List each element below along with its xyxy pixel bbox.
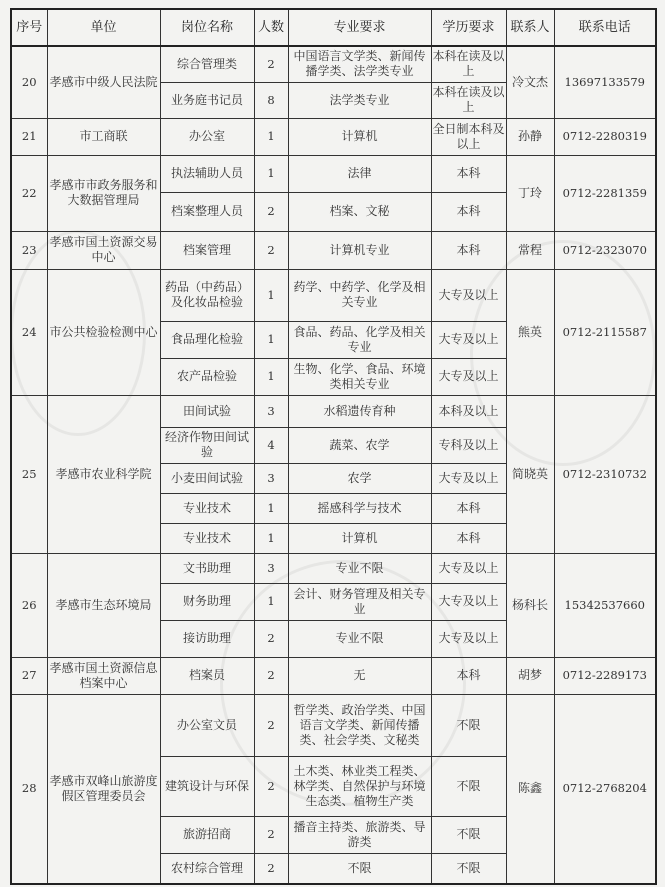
contact-phone: 0712-2768204 [554, 694, 656, 884]
education-requirement: 本科在读及以上 [431, 46, 506, 82]
table-row [11, 46, 656, 82]
job-name: 接访助理 [160, 620, 254, 657]
job-name: 业务庭书记员 [160, 82, 254, 118]
major-requirement: 档案、文秘 [288, 192, 431, 231]
job-count: 2 [254, 192, 288, 231]
row-number: 28 [11, 694, 47, 884]
row-number: 22 [11, 155, 47, 231]
header-count: 人数 [254, 9, 288, 46]
header-phone: 联系电话 [554, 9, 656, 46]
education-requirement: 不限 [431, 816, 506, 853]
table-row [11, 118, 656, 155]
education-requirement: 大专及以上 [431, 553, 506, 583]
contact-phone: 0712-2323070 [554, 231, 656, 269]
contact-phone: 0712-2281359 [554, 155, 656, 231]
major-requirement: 中国语言文学类、新闻传播学类、法学类专业 [288, 46, 431, 82]
unit-name: 孝感市中级人民法院 [47, 46, 160, 118]
major-requirement: 播音主持类、旅游类、导游类 [288, 816, 431, 853]
education-requirement: 本科 [431, 523, 506, 553]
contact-person: 胡梦 [506, 657, 554, 694]
major-requirement: 土木类、林业类工程类、林学类、自然保护与环境生态类、植物生产类 [288, 756, 431, 816]
job-count: 1 [254, 583, 288, 620]
unit-name: 市工商联 [47, 118, 160, 155]
row-number: 27 [11, 657, 47, 694]
unit-name: 孝感市市政务服务和大数据管理局 [47, 155, 160, 231]
table-row [11, 231, 656, 269]
table-row [11, 657, 656, 694]
job-count: 1 [254, 523, 288, 553]
major-requirement: 不限 [288, 853, 431, 884]
education-requirement: 大专及以上 [431, 321, 506, 358]
major-requirement: 摇感科学与技术 [288, 493, 431, 523]
education-requirement: 不限 [431, 756, 506, 816]
job-count: 1 [254, 321, 288, 358]
job-name: 财务助理 [160, 583, 254, 620]
unit-name: 孝感市国土资源交易中心 [47, 231, 160, 269]
job-count: 2 [254, 46, 288, 82]
job-name: 经济作物田间试验 [160, 427, 254, 463]
row-number: 21 [11, 118, 47, 155]
major-requirement: 法学类专业 [288, 82, 431, 118]
major-requirement: 专业不限 [288, 553, 431, 583]
job-count: 1 [254, 358, 288, 395]
contact-phone: 0712-2115587 [554, 269, 656, 395]
job-name: 办公室 [160, 118, 254, 155]
unit-name: 孝感市国土资源信息档案中心 [47, 657, 160, 694]
job-name: 田间试验 [160, 395, 254, 427]
header-row [11, 9, 656, 46]
contact-person: 陈鑫 [506, 694, 554, 884]
contact-phone: 0712-2289173 [554, 657, 656, 694]
major-requirement: 法律 [288, 155, 431, 192]
major-requirement: 专业不限 [288, 620, 431, 657]
education-requirement: 不限 [431, 694, 506, 756]
contact-person: 冷文杰 [506, 46, 554, 118]
education-requirement: 本科 [431, 231, 506, 269]
education-requirement: 大专及以上 [431, 358, 506, 395]
header-job: 岗位名称 [160, 9, 254, 46]
job-name: 综合管理类 [160, 46, 254, 82]
header-major: 专业要求 [288, 9, 431, 46]
education-requirement: 本科 [431, 493, 506, 523]
unit-name: 市公共检验检测中心 [47, 269, 160, 395]
job-name: 小麦田间试验 [160, 463, 254, 493]
job-count: 4 [254, 427, 288, 463]
education-requirement: 本科 [431, 192, 506, 231]
job-count: 2 [254, 620, 288, 657]
job-name: 农村综合管理 [160, 853, 254, 884]
row-number: 26 [11, 553, 47, 657]
recruitment-table [10, 8, 657, 885]
job-count: 2 [254, 756, 288, 816]
education-requirement: 本科 [431, 155, 506, 192]
job-count: 1 [254, 155, 288, 192]
education-requirement: 大专及以上 [431, 583, 506, 620]
contact-phone: 0712-2310732 [554, 395, 656, 553]
contact-person: 熊英 [506, 269, 554, 395]
unit-name: 孝感市双峰山旅游度假区管理委员会 [47, 694, 160, 884]
job-name: 档案管理 [160, 231, 254, 269]
contact-person: 简晓英 [506, 395, 554, 553]
table-row [11, 553, 656, 583]
job-count: 1 [254, 118, 288, 155]
table-row [11, 155, 656, 192]
major-requirement: 农学 [288, 463, 431, 493]
education-requirement: 不限 [431, 853, 506, 884]
table-row [11, 395, 656, 427]
contact-person: 杨科长 [506, 553, 554, 657]
job-name: 药品（中药品）及化妆品检验 [160, 269, 254, 321]
major-requirement: 无 [288, 657, 431, 694]
education-requirement: 全日制本科及以上 [431, 118, 506, 155]
row-number: 23 [11, 231, 47, 269]
job-count: 2 [254, 853, 288, 884]
major-requirement: 计算机 [288, 523, 431, 553]
header-edu: 学历要求 [431, 9, 506, 46]
job-count: 2 [254, 657, 288, 694]
job-name: 文书助理 [160, 553, 254, 583]
row-number: 25 [11, 395, 47, 553]
row-number: 24 [11, 269, 47, 395]
job-count: 3 [254, 553, 288, 583]
header-contact: 联系人 [506, 9, 554, 46]
job-count: 2 [254, 231, 288, 269]
contact-person: 常程 [506, 231, 554, 269]
job-count: 3 [254, 463, 288, 493]
contact-phone: 0712-2280319 [554, 118, 656, 155]
job-name: 食品理化检验 [160, 321, 254, 358]
job-count: 1 [254, 493, 288, 523]
table-row [11, 694, 656, 756]
row-number: 20 [11, 46, 47, 118]
job-name: 专业技术 [160, 523, 254, 553]
education-requirement: 专科及以上 [431, 427, 506, 463]
education-requirement: 本科及以上 [431, 395, 506, 427]
unit-name: 孝感市生态环境局 [47, 553, 160, 657]
job-count: 1 [254, 269, 288, 321]
major-requirement: 药学、中药学、化学及相关专业 [288, 269, 431, 321]
major-requirement: 食品、药品、化学及相关专业 [288, 321, 431, 358]
contact-phone: 15342537660 [554, 553, 656, 657]
major-requirement: 哲学类、政治学类、中国语言文学类、新闻传播类、社会学类、文秘类 [288, 694, 431, 756]
job-name: 专业技术 [160, 493, 254, 523]
education-requirement: 大专及以上 [431, 463, 506, 493]
major-requirement: 生物、化学、食品、环境类相关专业 [288, 358, 431, 395]
job-name: 建筑设计与环保 [160, 756, 254, 816]
job-name: 档案员 [160, 657, 254, 694]
contact-phone: 13697133579 [554, 46, 656, 118]
contact-person: 丁玲 [506, 155, 554, 231]
job-count: 2 [254, 694, 288, 756]
header-unit: 单位 [47, 9, 160, 46]
job-count: 2 [254, 816, 288, 853]
job-name: 档案整理人员 [160, 192, 254, 231]
job-name: 办公室文员 [160, 694, 254, 756]
major-requirement: 水稻遗传育种 [288, 395, 431, 427]
major-requirement: 蔬菜、农学 [288, 427, 431, 463]
job-name: 旅游招商 [160, 816, 254, 853]
unit-name: 孝感市农业科学院 [47, 395, 160, 553]
major-requirement: 会计、财务管理及相关专业 [288, 583, 431, 620]
header-no: 序号 [11, 9, 47, 46]
contact-person: 孙静 [506, 118, 554, 155]
job-name: 农产品检验 [160, 358, 254, 395]
job-count: 3 [254, 395, 288, 427]
education-requirement: 大专及以上 [431, 620, 506, 657]
job-count: 8 [254, 82, 288, 118]
education-requirement: 本科在读及以上 [431, 82, 506, 118]
education-requirement: 本科 [431, 657, 506, 694]
job-name: 执法辅助人员 [160, 155, 254, 192]
major-requirement: 计算机 [288, 118, 431, 155]
table-row [11, 269, 656, 321]
education-requirement: 大专及以上 [431, 269, 506, 321]
major-requirement: 计算机专业 [288, 231, 431, 269]
